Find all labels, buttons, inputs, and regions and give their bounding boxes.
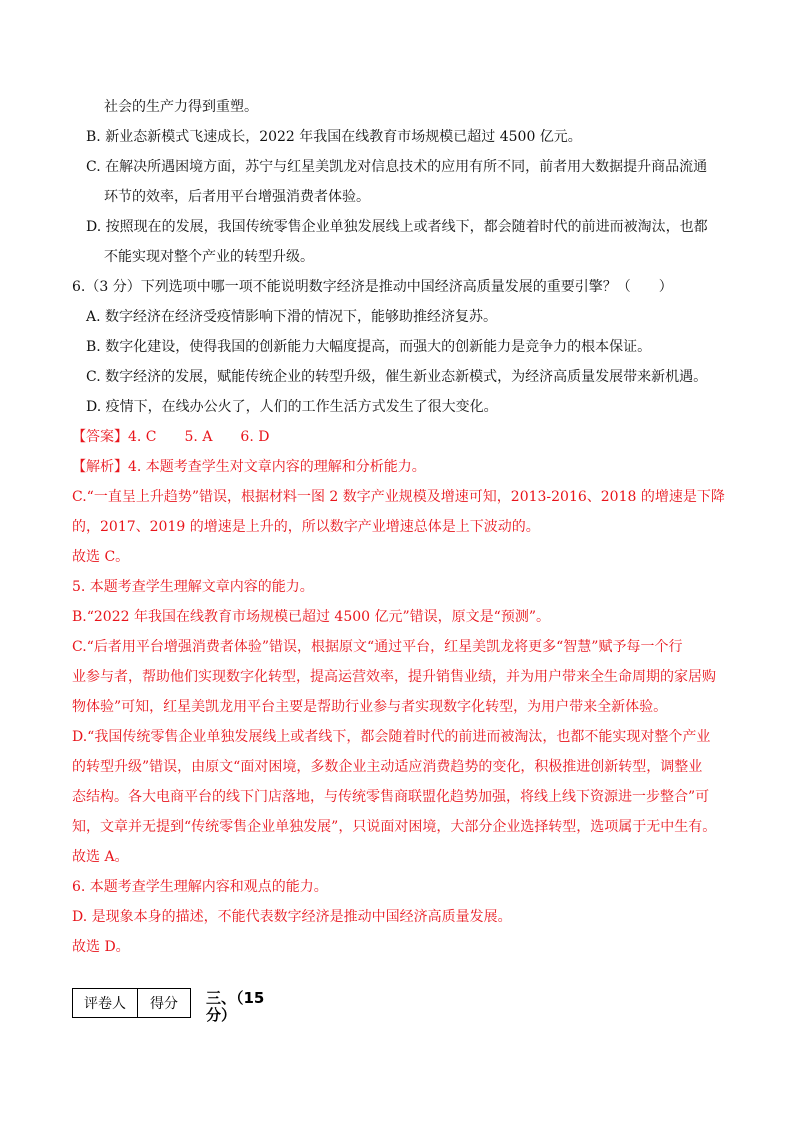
analysis-q5-b: B.“2022 年我国在线教育市场规模已超过 4500 亿元”错误，原文是“预测”。 <box>72 609 550 625</box>
analysis-q5-intro: 5. 本题考查学生理解文章内容的能力。 <box>72 579 314 595</box>
analysis-q4-line1: C.“一直呈上升趋势”错误，根据材料一图 2 数字产业规模及增速可知，2013-2016、2018 的增速是下降 <box>72 489 725 505</box>
analysis-q6-intro: 6. 本题考查学生理解内容和观点的能力。 <box>72 879 328 895</box>
option-b: B. 新业态新模式飞速成长，2022 年我国在线教育市场规模已超过 4500 亿元。 <box>86 129 582 145</box>
section-title <box>206 990 264 1024</box>
q6-option-d: D. 疫情下，在线办公火了，人们的工作生活方式发生了很大变化。 <box>86 399 498 415</box>
analysis-q5-d-line1: D.“我国传统零售企业单独发展线上或者线下，都会随着时代的前进而被淘汰，也都不能实现对整个产业 <box>72 729 711 745</box>
analysis-q6-choice: 故选 D。 <box>72 939 130 955</box>
analysis-q4-line2: 的，2017、2019 的增速是上升的，所以数字产业增速总体是上下波动的。 <box>72 519 540 535</box>
section-title-line2: 分） <box>206 1006 237 1024</box>
analysis-q5-d-line4: 知，文章并无提到“传统零售企业单独发展”，只说面对困境，大部分企业选择转型，选项属于无中生有。 <box>72 819 717 835</box>
analysis-q5-d-line3: 态结构。各大电商平台的线下门店落地，与传统零售商联盟化趋势加强，将线上线下资源进一步整合”可 <box>72 789 710 805</box>
q6-option-a: A. 数字经济在经济受疫情影响下滑的情况下，能够助推经济复苏。 <box>86 309 498 325</box>
analysis-q5-c-line2: 业参与者，帮助他们实现数字化转型，提高运营效率，提升销售业绩，并为用户带来全生命周期的家居购 <box>72 669 716 685</box>
analysis-q5-d-line2: 的转型升级”错误，由原文“面对困境，多数企业主动适应消费趋势的变化，积极推进创新转型，调整业 <box>72 759 703 775</box>
analysis-q5-c-line3: 物体验”可知，红星美凯龙用平台主要是帮助行业参与者实现数字化转型，为用户带来全新体验。 <box>72 699 668 715</box>
question-6-stem: 6.（3 分）下列选项中哪一项不能说明数字经济是推动中国经济高质量发展的重要引擎？（ ） <box>72 279 673 295</box>
analysis-q4-intro: 【解析】4. 本题考查学生对文章内容的理解和分析能力。 <box>72 459 426 475</box>
option-c-line2: 环节的效率，后者用平台增强消费者体验。 <box>104 189 370 205</box>
option-c-line1: C. 在解决所遇困境方面，苏宁与红星美凯龙对信息技术的应用有所不同，前者用大数据提升商品流通 <box>86 159 708 175</box>
option-a-continuation: 社会的生产力得到重塑。 <box>104 99 258 115</box>
option-d-line1: D. 按照现在的发展，我国传统零售企业单独发展线上或者线下，都会随着时代的前进而被淘汰，也都 <box>86 219 708 235</box>
option-d-line2: 不能实现对整个产业的转型升级。 <box>104 249 314 265</box>
grader-label: 评卷人 <box>73 989 138 1018</box>
q6-option-c: C. 数字经济的发展，赋能传统企业的转型升级，催生新业态新模式，为经济高质量发展带来新机遇。 <box>86 369 708 385</box>
analysis-q4-choice: 故选 C。 <box>72 549 130 565</box>
analysis-q6-d: D. 是现象本身的描述，不能代表数字经济是推动中国经济高质量发展。 <box>72 909 512 925</box>
score-label: 得分 <box>138 989 191 1018</box>
analysis-q5-choice: 故选 A。 <box>72 849 129 865</box>
section-title-line1: 三、（15 <box>206 989 265 1007</box>
analysis-q5-c-line1: C.“后者用平台增强消费者体验”错误，根据原文“通过平台，红星美凯龙将更多“智慧”赋予每一个行 <box>72 639 683 655</box>
score-box <box>72 988 191 1018</box>
q6-option-b: B. 数字化建设，使得我国的创新能力大幅度提高，而强大的创新能力是竞争力的根本保证。 <box>86 339 652 355</box>
answer-key: 【答案】4. C 5. A 6. D <box>72 429 270 445</box>
